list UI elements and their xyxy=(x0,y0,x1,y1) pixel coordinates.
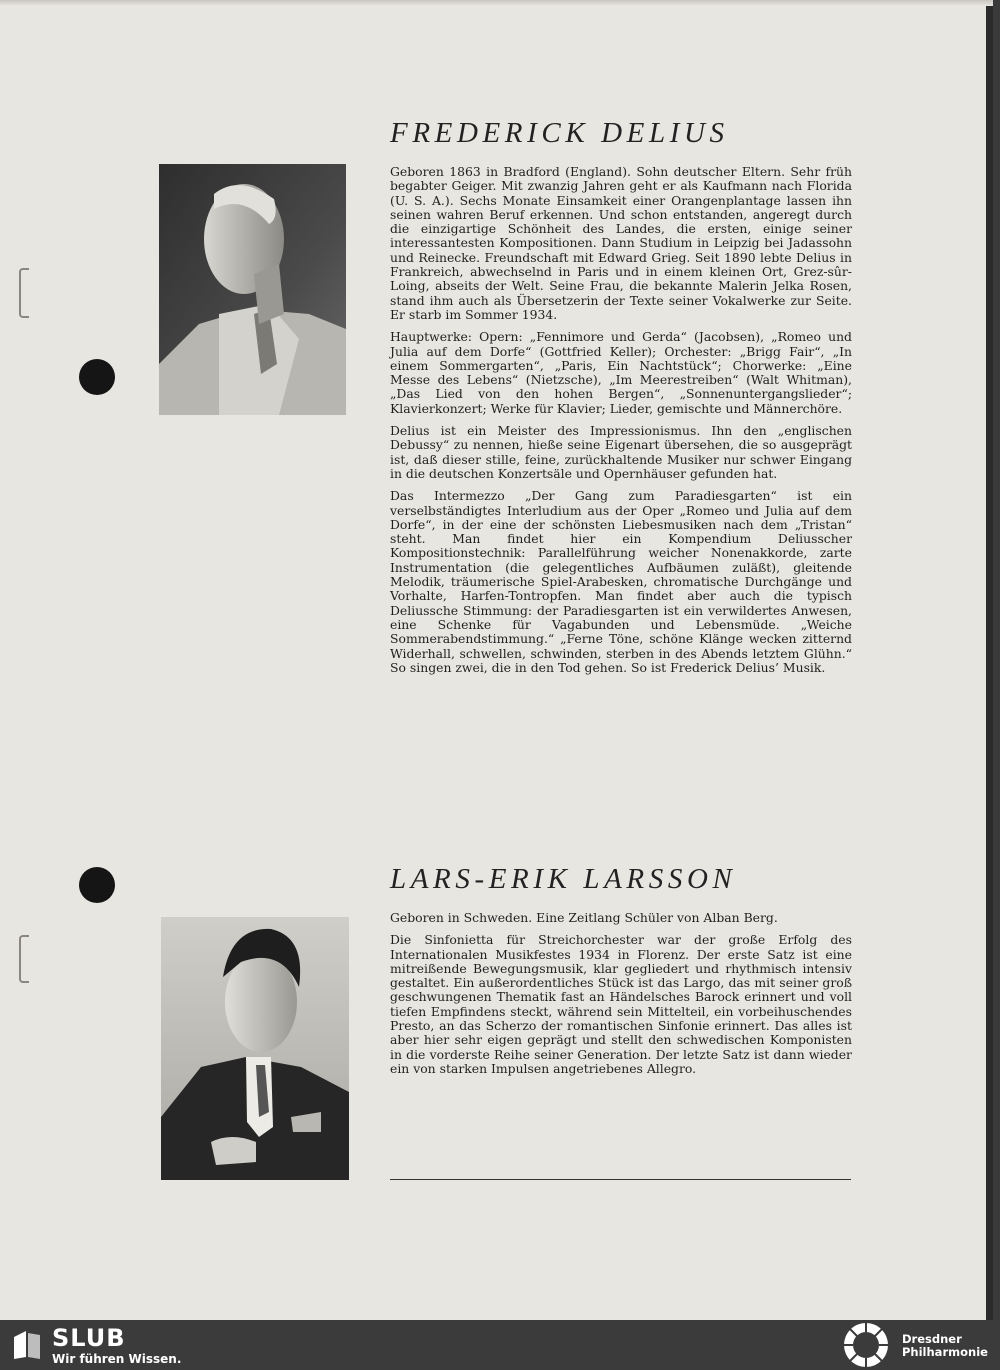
larsson-text xyxy=(390,911,852,1084)
footer-bar xyxy=(0,1320,1000,1370)
philharmonie-name xyxy=(902,1333,988,1359)
punch-hole-bottom xyxy=(79,867,115,903)
slub-name: SLUB xyxy=(52,1324,126,1352)
delius-portrait-image xyxy=(159,164,346,415)
delius-portrait xyxy=(159,164,346,415)
delius-text xyxy=(390,165,852,683)
delius-heading: FREDERICK DELIUS xyxy=(390,117,729,149)
philharmonie-logo-icon xyxy=(842,1321,890,1369)
binding-staple-top xyxy=(19,268,29,318)
philharmonie-line2: Philharmonie xyxy=(902,1345,988,1359)
delius-style: Delius ist ein Meister des Impressionismus. Ihn den „englischen Debussy“ zu nennen, hieße seine Eigenart übersehen, die so ausgeprägt ist, daß dieser stille, feine, zurückhaltende Musiker nur schwer Eingang in die deutschen Konzertsäle und Opernhäuser gefunden hat. xyxy=(390,423,852,481)
larsson-portrait-image xyxy=(161,917,349,1180)
slub-tagline: Wir führen Wissen. xyxy=(52,1352,182,1366)
delius-works: Hauptwerke: Opern: „Fennimore und Gerda“ (Jacobsen), „Romeo und Julia auf dem Dorfe“ (Gottfried Keller); Orchester: „Brigg Fair“, „In einem Sommergarten“, „Paris, Ein Nachtstück“; Chorwerke: „Eine Messe des Lebens“ (Nietzsche), „Im Meerestreiben“ (Walt Whitman), „Das Lied von den hohen Bergen“, „Sonnenuntergangslieder“; Klavierkonzert; Werke für Klavier; Lieder, gemischte und Männerchöre. xyxy=(390,329,852,416)
larsson-portrait xyxy=(161,917,349,1180)
section-divider xyxy=(390,1179,851,1180)
binding-staple-bottom xyxy=(19,935,29,983)
delius-intermezzo: Das Intermezzo „Der Gang zum Paradiesgarten“ ist ein verselbständigtes Interludium aus der Oper „Romeo und Julia auf dem Dorfe“, in der eine der schönsten Liebesmusiken nach dem „Tristan“ steht. Man findet hier ein Kompendium Deliusscher Kompositionstechnik: Parallelführung weicher Nonenakkorde, zarte Instrumentation (die gelegentliches Aufbäumen zuläßt), gleitende Melodik, träumerische Spiel-Arabesken, chromatische Durchgänge und Vorhalte, Harfen-Tontropfen. Man findet aber auch die typisch Deliussche Stimmung: der Paradiesgarten ist ein verwildertes Anwesen, eine Schenke für Vagabunden und Lebensmüde. „Weiche Sommerabendstimmung.“ „Ferne Töne, schöne Klänge wecken zitternd Widerhall, schwellen, schwinden, sterben in des Abends letztem Glühn.“ So singen zwei, die in den Tod gehen. So ist Frederick Delius’ Musik. xyxy=(390,488,852,675)
philharmonie-line1: Dresdner xyxy=(902,1332,962,1346)
delius-biography: Geboren 1863 in Bradford (England). Sohn deutscher Eltern. Sehr früh begabter Geiger. Mit zwanzig Jahren geht er als Kaufmann nach Florida (U. S. A.). Sechs Monate Einsamkeit einer Orangenplantage lassen ihn seinen wahren Beruf erkennen. Und schon entstanden, angeregt durch die einzigartige Schönheit des Landes, die ersten, einige seiner interessantesten Kompositionen. Dann Studium in Leipzig bei Jadassohn und Reinecke. Freundschaft mit Edward Grieg. Seit 1890 lebte Delius in Frankreich, abwechselnd in Paris und in einem kleinen Ort, Grez-sûr-Loing, abseits der Welt. Seine Frau, die bekannte Malerin Jelka Rosen, stand ihm auch als Übersetzerin der Texte seiner Vokalwerke zur Seite. Er starb im Sommer 1934. xyxy=(390,164,852,322)
slub-logo-icon xyxy=(12,1329,42,1361)
larsson-heading: LARS-ERIK LARSSON xyxy=(390,863,737,895)
larsson-intro: Geboren in Schweden. Eine Zeitlang Schüler von Alban Berg. xyxy=(390,910,778,925)
punch-hole-top xyxy=(79,359,115,395)
larsson-sinfonietta: Die Sinfonietta für Streichorchester war der große Erfolg des Internationalen Musikfestes 1934 in Florenz. Der erste Satz ist eine mitreißende Bewegungsmusik, klar gegliedert und rhythmisch intensiv gestaltet. Ein außerordentliches Stück ist das Largo, das mit seiner groß geschwungenen Thematik fast an Händelsches Barock erinnert und voll tiefen Empfindens steckt, während sein Mittelteil, ein vorbeihuschendes Presto, an das Scherzo der romantischen Sinfonie erinnert. Das alles ist aber hier sehr eigen geprägt und stellt den schwedischen Komponisten in die vorderste Reihe seiner Generation. Der letzte Satz ist dann wieder ein von starken Impulsen angetriebenes Allegro. xyxy=(390,932,852,1076)
page-top-edge xyxy=(0,0,993,6)
